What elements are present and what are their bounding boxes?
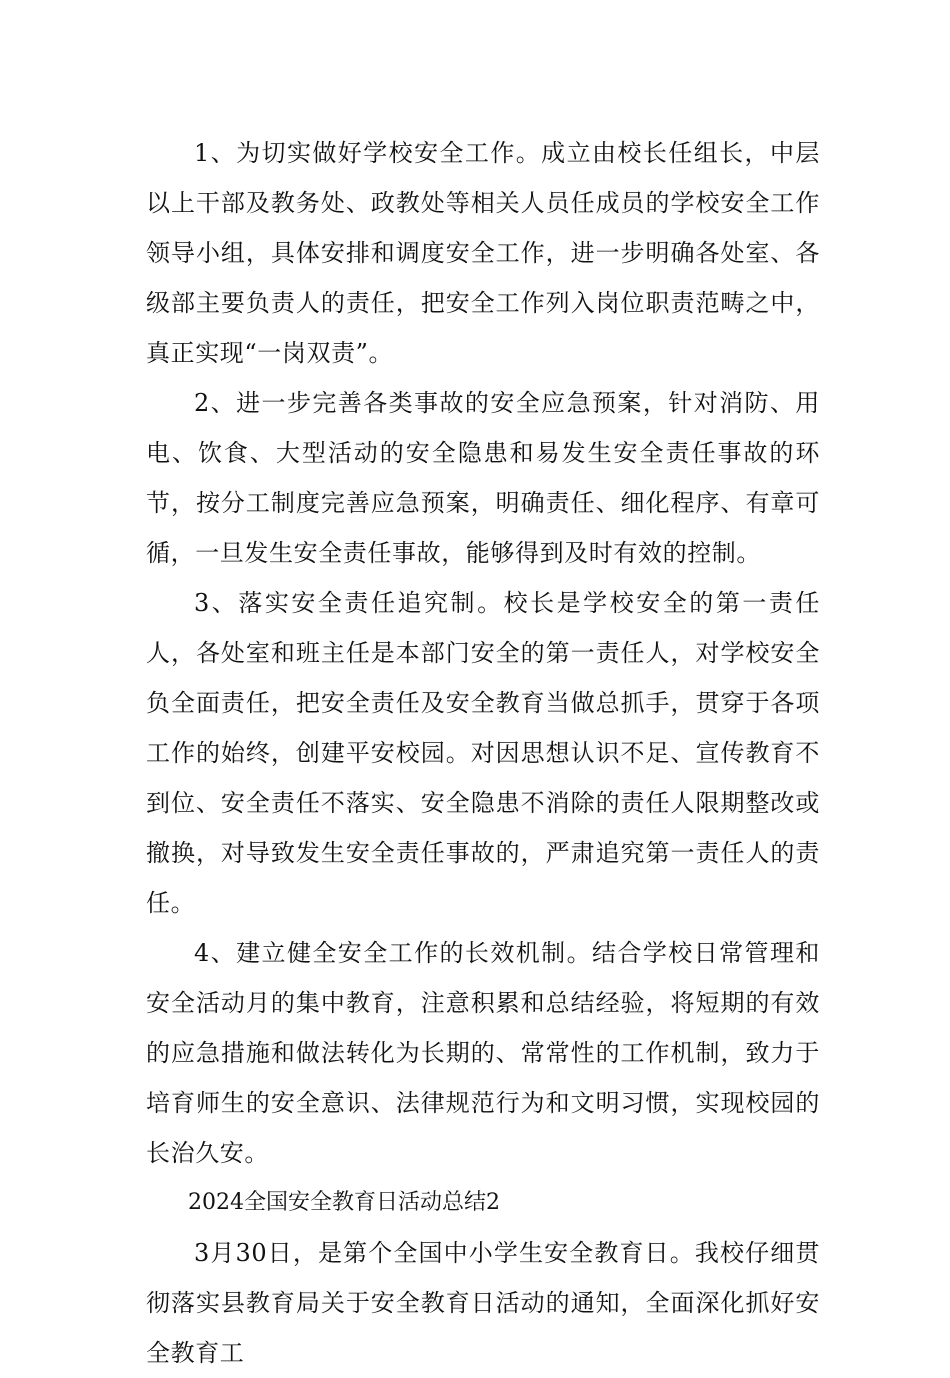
paragraph-item-2: 2、进一步完善各类事故的安全应急预案，针对消防、用电、饮食、大型活动的安全隐患和易发生安全责任事故的环节，按分工制度完善应急预案，明确责任、细化程序、有章可循，一旦发生安全责任事故，能够得到及时有效的控制。 bbox=[146, 389, 820, 567]
paragraph-item-1: 1、为切实做好学校安全工作。成立由校长任组长，中层以上干部及教务处、政教处等相关人员任成员的学校安全工作领导小组，具体安排和调度安全工作，进一步明确各处室、各级部主要负责人的责任，把安全工作列入岗位职责范畴之中，真正实现“一岗双责”。 bbox=[146, 139, 820, 367]
closing-paragraph: 3月30日，是第个全国中小学生安全教育日。我校仔细贯彻落实县教育局关于安全教育日活动的通知，全面深化抓好安全教育工 bbox=[146, 1239, 820, 1367]
section-title: 2024全国安全教育日活动总结2 bbox=[188, 1190, 500, 1215]
document-body bbox=[146, 128, 820, 1378]
paragraph-item-3: 3、落实安全责任追究制。校长是学校安全的第一责任人，各处室和班主任是本部门安全的第一责任人，对学校安全负全面责任，把安全责任及安全教育当做总抓手，贯穿于各项工作的始终，创建平安校园。对因思想认识不足、宣传教育不到位、安全责任不落实、安全隐患不消除的责任人限期整改或撤换，对导致发生安全责任事故的，严肃追究第一责任人的责任。 bbox=[146, 589, 820, 917]
paragraph-item-4: 4、建立健全安全工作的长效机制。结合学校日常管理和安全活动月的集中教育，注意积累和总结经验，将短期的有效的应急措施和做法转化为长期的、常常性的工作机制，致力于培育师生的安全意识、法律规范行为和文明习惯，实现校园的长治久安。 bbox=[146, 939, 820, 1167]
